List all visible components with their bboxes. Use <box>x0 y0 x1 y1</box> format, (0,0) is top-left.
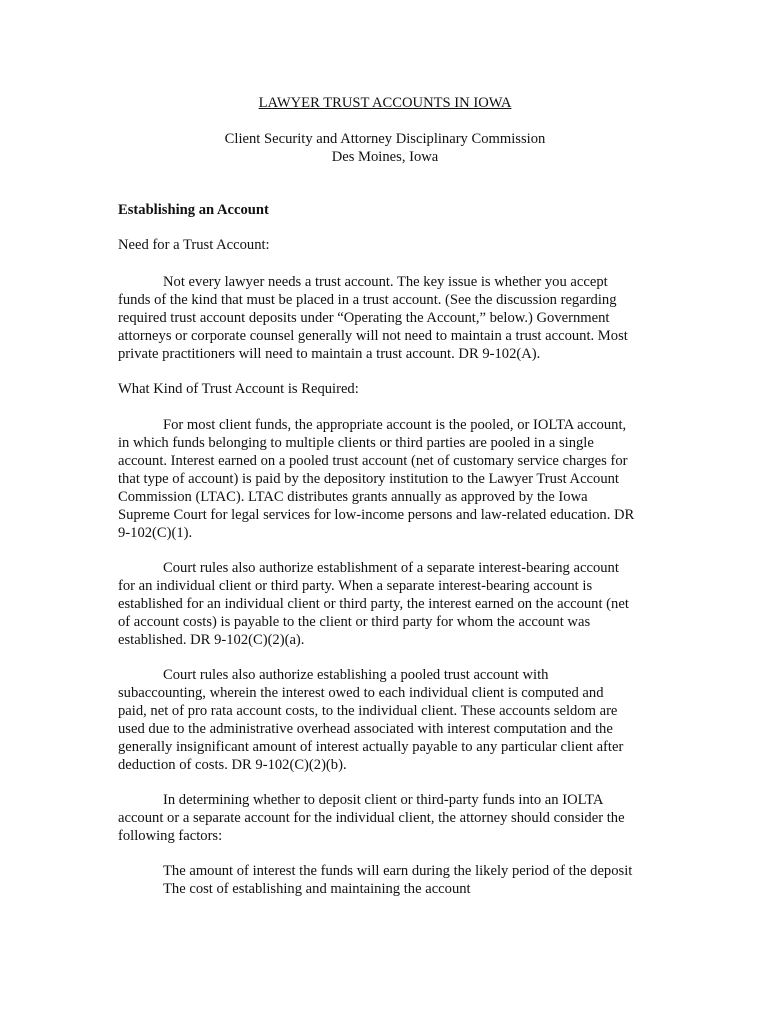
para4-line: deduction of costs. DR 9-102(C)(2)(b). <box>118 757 347 773</box>
para5-line: following factors: <box>118 828 223 844</box>
subtitle-commission: Client Security and Attorney Disciplinary Commission <box>224 131 546 147</box>
para3-line: Court rules also authorize establishment of a separate interest-bearing account <box>163 560 619 576</box>
para4-line: used due to the administrative overhead associated with interest computation and the <box>118 721 613 737</box>
para3-line: of account costs) is payable to the client or third party for whom the account was <box>118 614 591 630</box>
document-title: LAWYER TRUST ACCOUNTS IN IOWA <box>258 95 512 111</box>
subtitle-location: Des Moines, Iowa <box>331 149 439 165</box>
para4-line: paid, net of pro rata account costs, to the individual client. These accounts seldom are <box>118 703 618 719</box>
para2-line: 9-102(C)(1). <box>118 525 193 541</box>
para2-line: in which funds belonging to multiple clients or third parties are pooled in a single <box>118 435 594 451</box>
para2-line: Commission (LTAC). LTAC distributes grants annually as approved by the Iowa <box>118 489 588 505</box>
para5-line: In determining whether to deposit client or third-party funds into an IOLTA <box>163 792 604 808</box>
para1-line: required trust account deposits under “Operating the Account,” below.) Government <box>118 310 610 326</box>
factor-item: The amount of interest the funds will earn during the likely period of the deposit <box>163 863 633 879</box>
subheading-kind: What Kind of Trust Account is Required: <box>118 381 359 397</box>
para3-line: for an individual client or third party. When a separate interest-bearing account is <box>118 578 593 594</box>
para2-line: account. Interest earned on a pooled trust account (net of customary service charges for <box>118 453 628 469</box>
factor-item: The cost of establishing and maintaining the account <box>163 881 471 897</box>
para2-line: For most client funds, the appropriate account is the pooled, or IOLTA account, <box>163 417 627 433</box>
para1-line: attorneys or corporate counsel generally will not need to maintain a trust account. Most <box>118 328 628 344</box>
para3-line: established for an individual client or third party, the interest earned on the account (net <box>118 596 629 612</box>
para4-line: generally insignificant amount of interest actually payable to any particular client after <box>118 739 624 755</box>
para3-line: established. DR 9-102(C)(2)(a). <box>118 632 305 648</box>
para2-line: Supreme Court for legal services for low-income persons and law-related education. DR <box>118 507 635 523</box>
para1-line: private practitioners will need to maintain a trust account. DR 9-102(A). <box>118 346 541 362</box>
section-heading: Establishing an Account <box>118 202 269 218</box>
para4-line: subaccounting, wherein the interest owed to each individual client is computed and <box>118 685 604 701</box>
para2-line: that type of account) is paid by the depository institution to the Lawyer Trust Account <box>118 471 619 487</box>
para1-line: funds of the kind that must be placed in a trust account. (See the discussion regarding <box>118 292 617 308</box>
para1-line: Not every lawyer needs a trust account. The key issue is whether you accept <box>163 274 608 290</box>
para5-line: account or a separate account for the individual client, the attorney should consider the <box>118 810 625 826</box>
para4-line: Court rules also authorize establishing a pooled trust account with <box>163 667 549 683</box>
subheading-need: Need for a Trust Account: <box>118 237 270 253</box>
